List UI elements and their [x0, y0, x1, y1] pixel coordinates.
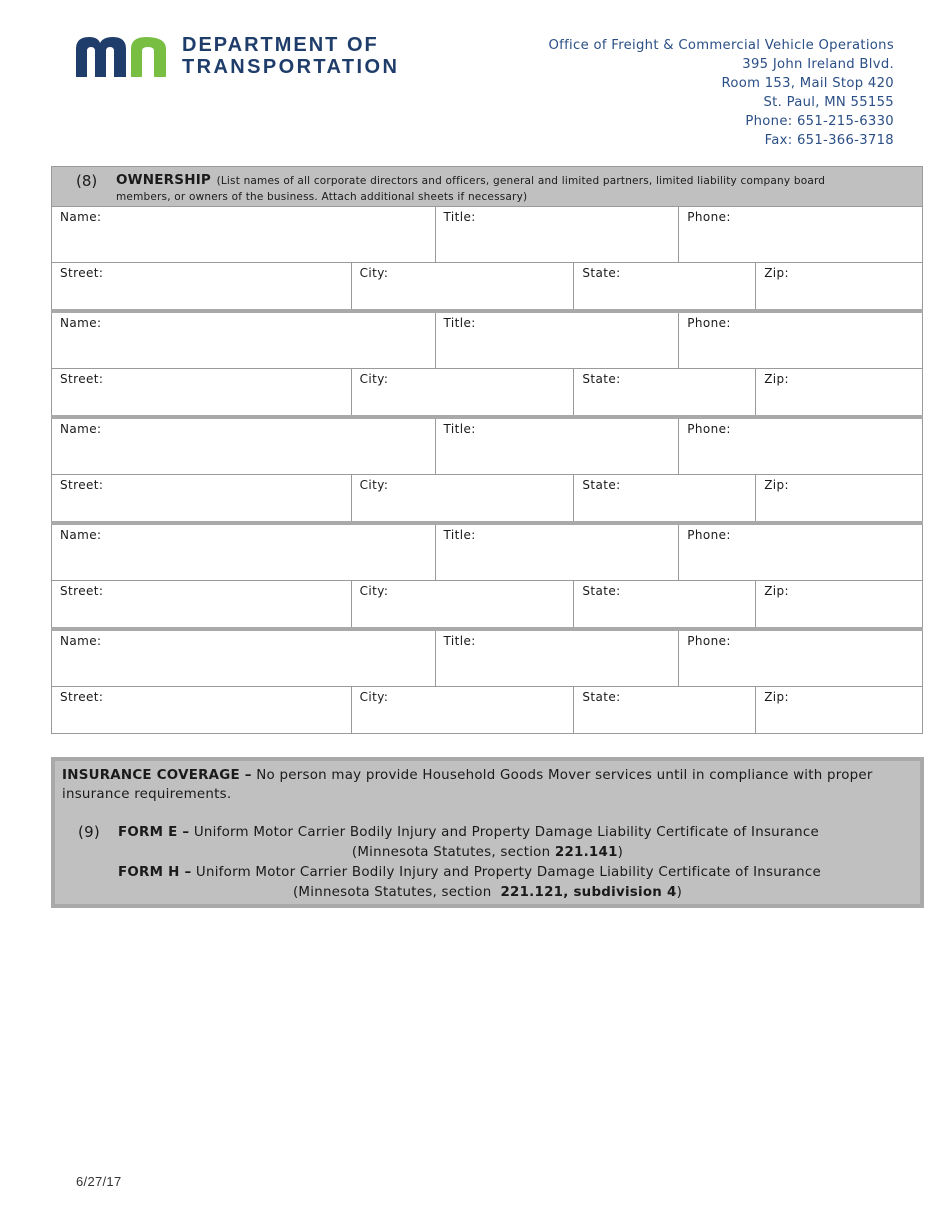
street-label: Street:	[60, 478, 104, 492]
owner-zip-field[interactable]	[756, 687, 923, 733]
revision-date: 6/27/17	[76, 1174, 122, 1189]
mndot-logo	[76, 34, 399, 78]
owner-state-field[interactable]	[574, 369, 756, 415]
city-label: City:	[359, 478, 389, 492]
owner-name-field[interactable]	[52, 207, 436, 262]
owner-entry-2	[51, 313, 923, 419]
zip-label: Zip:	[764, 584, 790, 598]
office-street: 395 John Ireland Blvd.	[742, 57, 894, 72]
owner-title-field[interactable]	[436, 313, 680, 368]
mn-logo-icon	[76, 35, 168, 77]
owner-entry-4	[51, 525, 923, 631]
office-room: Room 153, Mail Stop 420	[721, 76, 894, 91]
owner-zip-field[interactable]	[756, 263, 923, 309]
owner-title-field[interactable]	[436, 525, 680, 580]
form-h-statute-line	[55, 885, 920, 900]
title-label: Title:	[443, 422, 476, 436]
owner-street-field[interactable]	[52, 581, 352, 627]
logo-line1: DEPARTMENT OF	[182, 34, 379, 56]
office-name: Office of Freight & Commercial Vehicle Operations	[548, 38, 894, 53]
insurance-intro-block	[62, 766, 892, 804]
insurance-section	[51, 757, 924, 908]
owner-city-field[interactable]	[352, 475, 575, 521]
name-label: Name:	[60, 316, 102, 330]
street-label: Street:	[60, 584, 104, 598]
office-phone: Phone: 651-215-6330	[745, 114, 894, 129]
owner-phone-field[interactable]	[679, 631, 923, 686]
owner-title-field[interactable]	[436, 207, 680, 262]
form-h-label: FORM H –	[118, 865, 192, 880]
street-label: Street:	[60, 690, 104, 704]
logo-text	[182, 34, 399, 78]
owner-name-field[interactable]	[52, 525, 436, 580]
city-label: City:	[359, 372, 389, 386]
form-h-text: Uniform Motor Carrier Bodily Injury and Property Damage Liability Certificate of Insurance	[195, 865, 822, 880]
name-label: Name:	[60, 422, 102, 436]
form-h-statute-prefix: (Minnesota Statutes, section	[292, 885, 492, 900]
ownership-description: (List names of all corporate directors and officers, general and limited partners, limited liability company board members, or owners of the business. Attach additional sheets if necessary)	[116, 175, 826, 203]
owner-state-field[interactable]	[574, 581, 756, 627]
zip-label: Zip:	[764, 266, 790, 280]
owner-street-field[interactable]	[52, 369, 352, 415]
logo-line2: TRANSPORTATION	[182, 56, 400, 78]
name-label: Name:	[60, 528, 102, 542]
section-number: (9)	[78, 823, 100, 841]
owner-state-field[interactable]	[574, 475, 756, 521]
form-e-statute-line	[55, 845, 920, 860]
insurance-heading: INSURANCE COVERAGE –	[62, 768, 252, 783]
title-label: Title:	[443, 210, 476, 224]
state-label: State:	[582, 372, 621, 386]
owner-entry-5	[51, 631, 923, 734]
owner-street-field[interactable]	[52, 263, 352, 309]
ownership-title-block	[116, 172, 836, 205]
owner-name-field[interactable]	[52, 419, 436, 474]
name-label: Name:	[60, 634, 102, 648]
owner-state-field[interactable]	[574, 263, 756, 309]
form-e-text: Uniform Motor Carrier Bodily Injury and Property Damage Liability Certificate of Insurance	[193, 825, 819, 840]
form-e-statute-prefix: (Minnesota Statutes, section	[351, 845, 551, 860]
title-label: Title:	[443, 634, 476, 648]
owner-phone-field[interactable]	[679, 313, 923, 368]
owner-entry-3	[51, 419, 923, 525]
phone-label: Phone:	[687, 528, 731, 542]
title-label: Title:	[443, 528, 476, 542]
ownership-header	[51, 166, 923, 207]
office-city: St. Paul, MN 55155	[763, 95, 894, 110]
zip-label: Zip:	[764, 372, 790, 386]
zip-label: Zip:	[764, 690, 790, 704]
owner-city-field[interactable]	[352, 581, 575, 627]
owner-city-field[interactable]	[352, 687, 575, 733]
owner-zip-field[interactable]	[756, 475, 923, 521]
form-e-statute: 221.141	[554, 845, 618, 860]
form-e-label: FORM E –	[118, 825, 190, 840]
phone-label: Phone:	[687, 422, 731, 436]
state-label: State:	[582, 690, 621, 704]
owner-city-field[interactable]	[352, 369, 575, 415]
form-h-statute: 221.121, subdivision 4	[500, 885, 677, 900]
form-e-line	[118, 825, 819, 840]
owner-title-field[interactable]	[436, 419, 680, 474]
owner-phone-field[interactable]	[679, 419, 923, 474]
owner-zip-field[interactable]	[756, 581, 923, 627]
street-label: Street:	[60, 266, 104, 280]
office-address	[548, 36, 894, 150]
office-fax: Fax: 651-366-3718	[764, 133, 894, 148]
state-label: State:	[582, 584, 621, 598]
phone-label: Phone:	[687, 210, 731, 224]
owner-entry-1	[51, 207, 923, 313]
owner-zip-field[interactable]	[756, 369, 923, 415]
owner-street-field[interactable]	[52, 687, 352, 733]
owner-name-field[interactable]	[52, 313, 436, 368]
zip-label: Zip:	[764, 478, 790, 492]
owner-street-field[interactable]	[52, 475, 352, 521]
city-label: City:	[359, 266, 389, 280]
form-e-statute-suffix: )	[617, 845, 624, 860]
ownership-title: OWNERSHIP	[116, 172, 212, 188]
phone-label: Phone:	[687, 316, 731, 330]
title-label: Title:	[443, 316, 476, 330]
city-label: City:	[359, 690, 389, 704]
ownership-section	[51, 166, 923, 734]
insurance-intro: No person may provide Household Goods Mover services until in compliance with proper insurance requirements.	[62, 768, 873, 802]
city-label: City:	[359, 584, 389, 598]
owner-state-field[interactable]	[574, 687, 756, 733]
form-h-line	[118, 865, 821, 880]
state-label: State:	[582, 478, 621, 492]
owner-city-field[interactable]	[352, 263, 575, 309]
street-label: Street:	[60, 372, 104, 386]
section-number: (8)	[76, 172, 98, 190]
state-label: State:	[582, 266, 621, 280]
name-label: Name:	[60, 210, 102, 224]
owner-phone-field[interactable]	[679, 525, 923, 580]
owner-phone-field[interactable]	[679, 207, 923, 262]
owner-name-field[interactable]	[52, 631, 436, 686]
form-h-statute-suffix: )	[676, 885, 683, 900]
phone-label: Phone:	[687, 634, 731, 648]
owner-title-field[interactable]	[436, 631, 680, 686]
